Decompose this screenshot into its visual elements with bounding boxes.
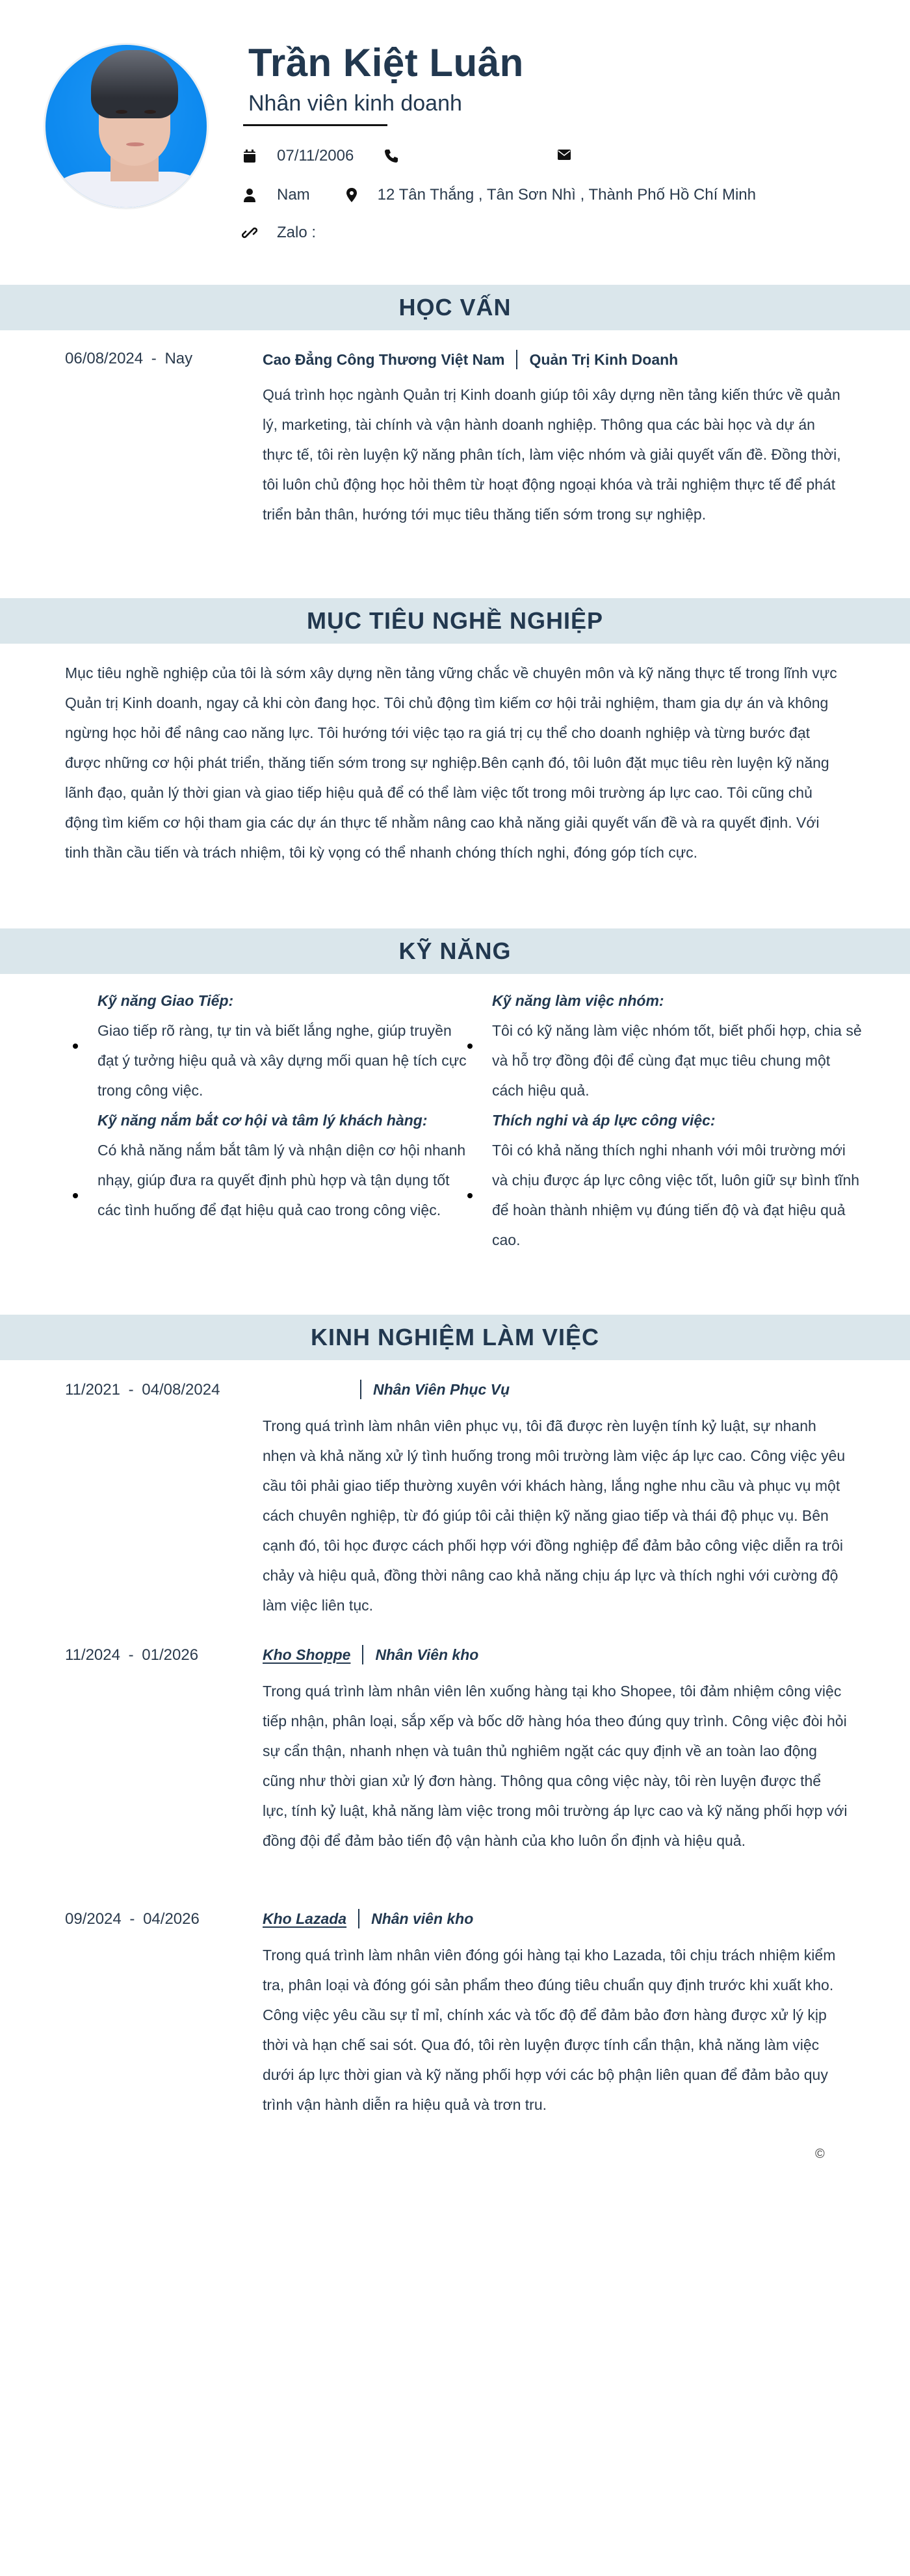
experience-description: Trong quá trình làm nhân viên lên xuống hàng tại kho Shopee, tôi đảm nhiệm công việc tiếp nhận, phân loại, sắp xếp và bốc dỡ hàng hóa theo đúng quy trình. Công việc đòi hỏi sự cẩn thận, nhanh nhẹn và tuân thủ nghiêm ngặt các quy định về an toàn lao động cũng như thời gian xử lý đơn hàng. Thông qua công việc này, tôi rèn luyện được thể lực, tính kỷ luật, khả năng làm việc trong môi trường áp lực cao và kỹ năng phối hợp với đồng đội để đảm bảo tiến độ vận hành của kho luôn ổn định và hiệu quả. [263,1683,848,1849]
experience-date: 09/2024 - 04/2026 [65,1910,200,1928]
section-header-experience: KINH NGHIỆM LÀM VIỆC [0,1315,910,1360]
bullet-icon [73,1193,78,1198]
avatar-mouth [126,142,144,146]
skill-title: Kỹ năng nắm bắt cơ hội và tâm lý khách hàng: [98,1112,428,1129]
title-underline [243,124,387,126]
calendar-icon [242,148,257,164]
skill-title: Kỹ năng làm việc nhóm: [492,992,664,1009]
avatar [44,43,209,209]
skill-description: Tôi có kỹ năng làm việc nhóm tốt, biết phối hợp, chia sẻ và hỗ trợ đồng đội để cùng đạt mục tiêu chung một cách hiệu quả. [492,1022,862,1099]
skills-column-right [492,986,863,1255]
position-name: Nhân viên kho [371,1910,474,1927]
skill-item [98,986,468,1105]
skill-item [492,986,863,1105]
gender: Nam [277,186,310,204]
date-of-birth: 07/11/2006 [277,147,354,164]
skill-description: Giao tiếp rõ ràng, tự tin và biết lắng nghe, giúp truyền đạt ý tưởng hiệu quả và xây dựng mối quan hệ tích cực trong công việc. [98,1022,467,1099]
avatar-hair [91,50,178,118]
company-name: Kho Lazada [263,1910,347,1927]
zalo-label: Zalo : [277,224,317,241]
bullet-icon [73,1044,78,1049]
experience-heading [263,1645,478,1664]
skill-title: Kỹ năng Giao Tiếp: [98,992,234,1009]
user-icon [242,187,257,203]
skill-description: Tôi có khả năng thích nghi nhanh với môi trường mới và chịu được áp lực công việc tốt, luôn giữ sự bình tĩnh để hoàn thành nhiệm vụ đúng tiến độ và đạt hiệu quả cao. [492,1142,860,1248]
skill-description: Có khả năng nắm bắt tâm lý và nhận diện cơ hội nhanh nhạy, giúp đưa ra quyết định phù hợp và tận dụng tốt các tình huống để đạt hiệu quả cao trong công việc. [98,1142,466,1218]
link-icon [242,225,257,241]
divider [358,1909,359,1928]
education-description: Quá trình học ngành Quản trị Kinh doanh giúp tôi xây dựng nền tảng kiến thức về quản lý, marketing, tài chính và vận hành doanh nghiệp. Thông qua các bài học và dự án thực tế, tôi rèn luyện kỹ năng phân tích, làm việc nhóm và giải quyết vấn đề. Đồng thời, tôi luôn chủ động học hỏi thêm từ hoạt động ngoại khóa và trải nghiệm thực tế để phát triển bản thân, hướng tới mục tiêu thăng tiến sớm trong sự nghiệp. [263,386,841,523]
contact-row-3 [242,224,316,242]
experience-date: 11/2021 - 04/08/2024 [65,1381,220,1399]
bullet-icon [467,1193,473,1198]
skill-item [492,1105,863,1255]
job-title: Nhân viên kinh doanh [248,91,462,116]
section-header-objective: MỤC TIÊU NGHỀ NGHIỆP [0,598,910,644]
copyright-icon: © [815,2147,825,2161]
envelope-icon [556,147,572,163]
experience-description: Trong quá trình làm nhân viên đóng gói hàng tại kho Lazada, tôi chịu trách nhiệm kiểm tra, phân loại và đóng gói sản phẩm theo đúng tiêu chuẩn quy định trước khi xuất kho. Công việc yêu cầu sự tỉ mỉ, chính xác và tốc độ để đảm bảo đơn hàng được xử lý kịp thời và hạn chế sai sót. Qua đó, tôi rèn luyện được tính cẩn thận, khả năng làm việc dưới áp lực thời gian và kỹ năng phối hợp với các bộ phận liên quan để đảm bảo quy trình vận hành diễn ra hiệu quả và trơn tru. [263,1947,836,2113]
phone-icon [384,148,399,164]
section-header-skills: KỸ NĂNG [0,928,910,974]
position-name: Nhân Viên Phục Vụ [373,1380,510,1398]
map-pin-icon [344,187,359,203]
experience-description: Trong quá trình làm nhân viên phục vụ, tôi đã được rèn luyện tính kỷ luật, sự nhanh nhẹn và khả năng xử lý tình huống trong môi trường làm việc áp lực cao. Công việc yêu cầu tôi phải giao tiếp thường xuyên với khách hàng, lắng nghe nhu cầu và phục vụ một cách chuyên nghiệp, từ đó giúp tôi cải thiện kỹ năng giao tiếp và thái độ phục vụ. Bên cạnh đó, tôi học được cách phối hợp với đồng nghiệp để đảm bảo công việc diễn ra trôi chảy và hiệu quả, đồng thời nâng cao khả năng chịu áp lực và thích nghi với cường độ làm việc liên tục. [263,1417,846,1614]
skills-column-left [98,986,468,1225]
bullet-icon [467,1044,473,1049]
avatar-eye [144,110,156,114]
divider [516,350,517,369]
divider [362,1645,363,1664]
contact-row-2 [242,186,756,204]
career-objective: Mục tiêu nghề nghiệp của tôi là sớm xây dựng nền tảng vững chắc về chuyên môn và kỹ năng thực tế trong lĩnh vực Quản trị Kinh doanh, ngay cả khi còn đang học. Tôi chủ động tìm kiếm cơ hội trải nghiệm, tham gia dự án và không ngừng học hỏi để nâng cao năng lực. Tôi hướng tới việc tạo ra giá trị cụ thể cho doanh nghiệp và từng bước đạt được những cơ hội phát triển, thăng tiến sớm trong sự nghiệp.Bên cạnh đó, tôi luôn đặt mục tiêu rèn luyện kỹ năng lãnh đạo, quản lý thời gian và giao tiếp hiệu quả để có thể làm việc tốt trong môi trường áp lực cao. Tôi cũng chủ động tìm kiếm cơ hội tham gia các dự án thực tế nhằm nâng cao khả năng giải quyết vấn đề và ra quyết định. Với tinh thần cầu tiến và trách nhiệm, tôi kỳ vọng có thể nhanh chóng thích nghi, đóng góp tích cực. [65,664,837,861]
education-date: 06/08/2024 - Nay [65,350,193,367]
position-name: Nhân Viên kho [375,1646,479,1663]
school-name: Cao Đẳng Công Thương Việt Nam [263,350,505,368]
experience-date: 11/2024 - 01/2026 [65,1646,199,1664]
candidate-name: Trần Kiệt Luân [248,41,524,85]
divider [360,1380,361,1399]
avatar-eye [116,110,127,114]
major-name: Quản Trị Kinh Doanh [529,350,679,368]
skill-title: Thích nghi và áp lực công việc: [492,1112,716,1129]
contact-row-1 [242,147,399,165]
experience-heading [263,1909,473,1928]
section-header-education: HỌC VẤN [0,285,910,330]
cv-header [0,0,910,280]
skill-item [98,1105,468,1225]
education-heading [263,350,678,369]
experience-heading [360,1380,510,1399]
company-name: Kho Shoppe [263,1646,351,1663]
address: 12 Tân Thắng , Tân Sơn Nhì , Thành Phố Hồ Chí Minh [377,186,756,204]
